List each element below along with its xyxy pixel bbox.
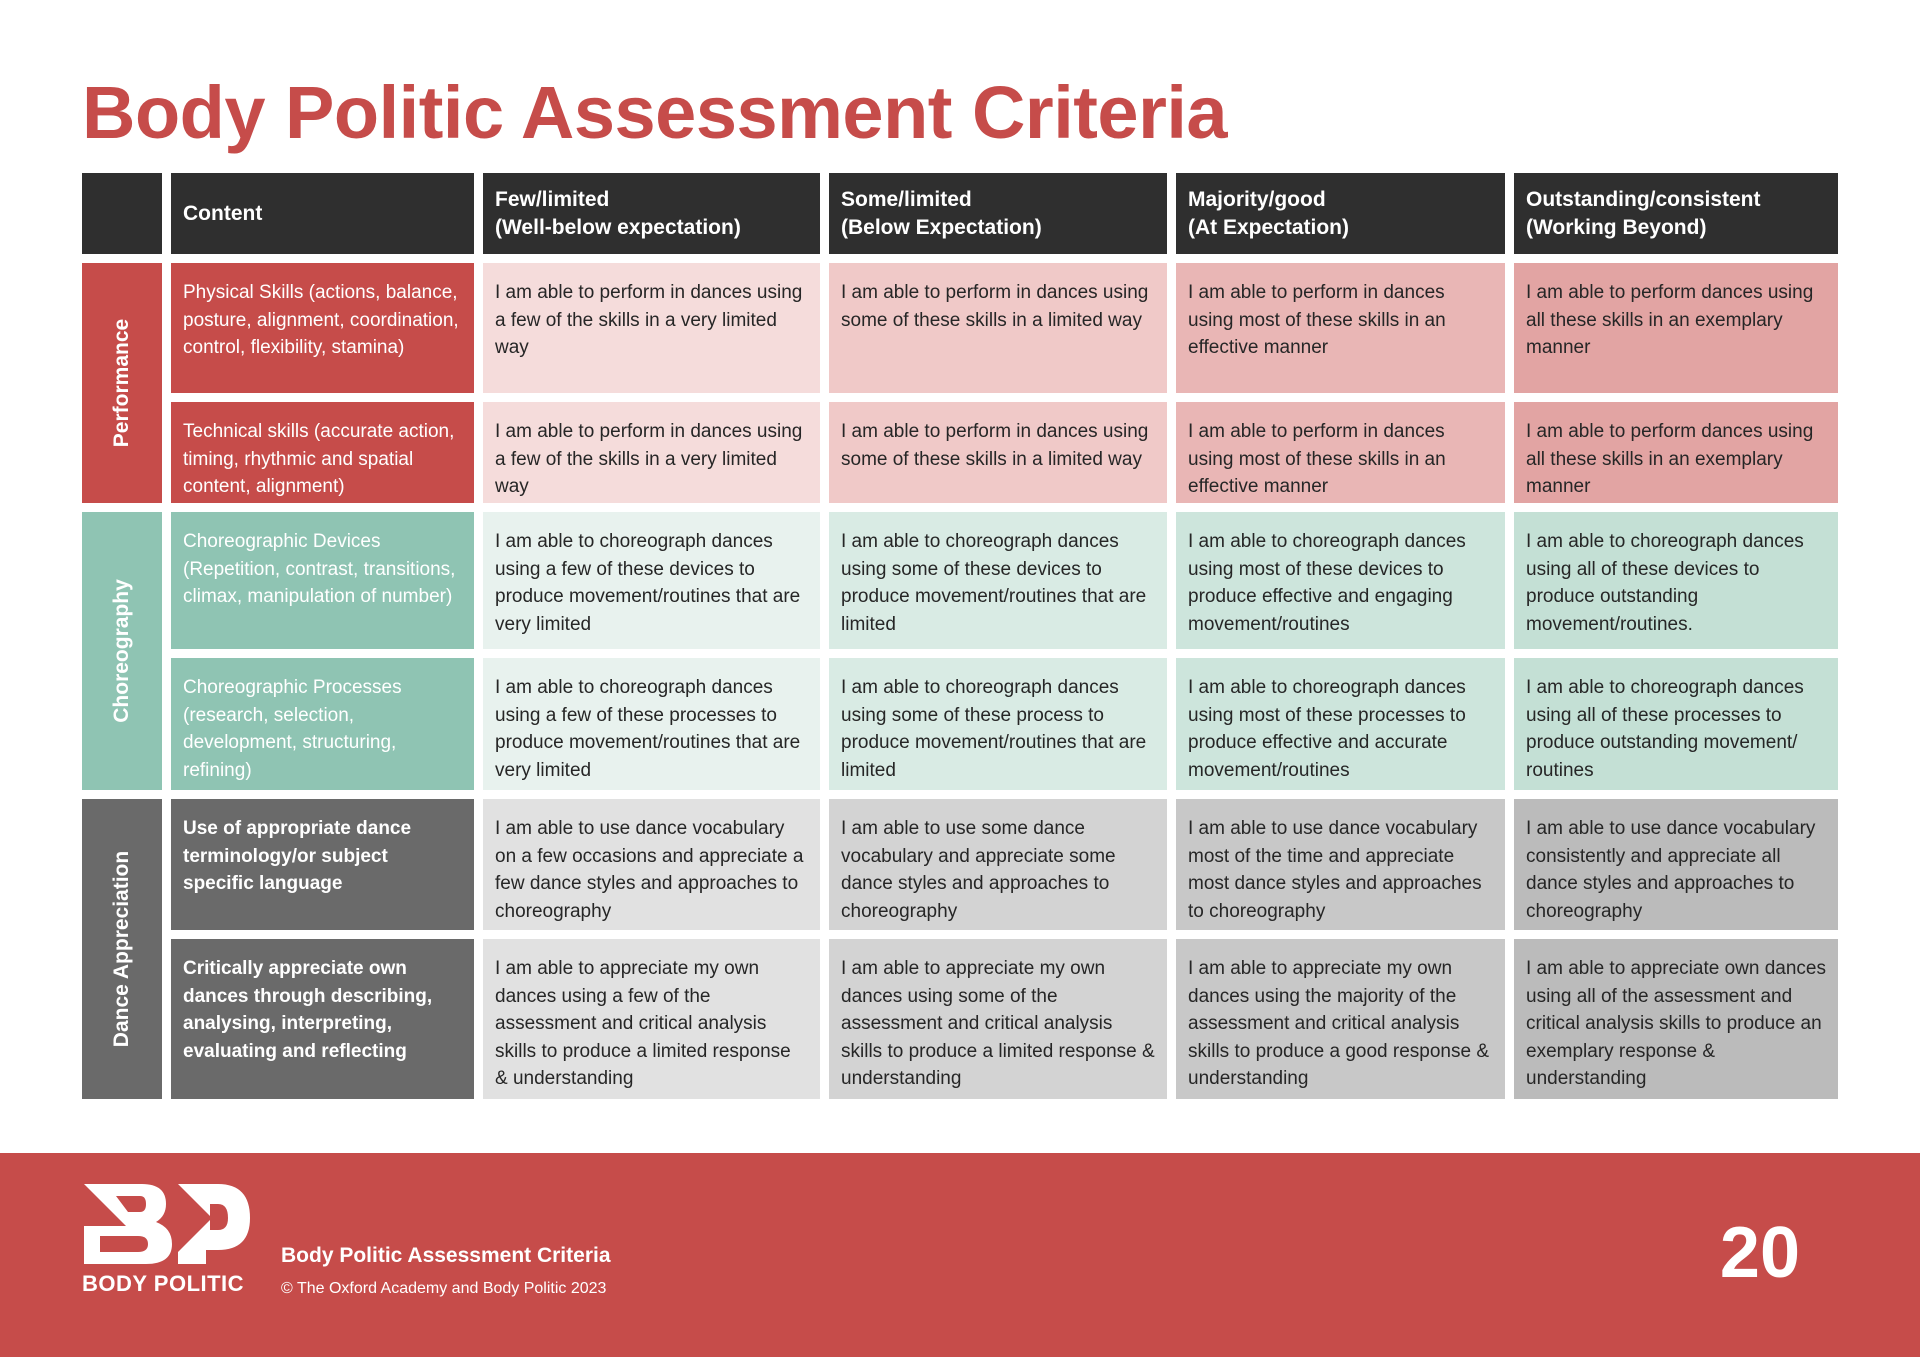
criteria-cell: I am able to appreciate my own dances using the majority of the assessment and critical analysis skills to produce a good response & understanding xyxy=(1176,939,1505,1099)
criteria-cell: I am able to perform in dances using some of these skills in a limited way xyxy=(829,402,1167,503)
criteria-cell: I am able to use dance vocabulary consistently and appreciate all dance styles and approaches to choreography xyxy=(1514,799,1838,930)
criteria-cell: I am able to appreciate my own dances using a few of the assessment and critical analysis skills to produce a limited response & understanding xyxy=(483,939,820,1099)
header-corner xyxy=(82,173,162,254)
criteria-cell: I am able to choreograph dances using all of these devices to produce outstanding movement/routines. xyxy=(1514,512,1838,649)
section-choreography: Choreography xyxy=(82,512,162,790)
content-choreographic-processes: Choreographic Processes (research, selection, development, structuring, refining) xyxy=(171,658,474,790)
criteria-cell: I am able to perform dances using all these skills in an exemplary manner xyxy=(1514,402,1838,503)
content-physical-skills: Physical Skills (actions, balance, posture, alignment, coordination, control, flexibility, stamina) xyxy=(171,263,474,393)
header-some-limited: Some/limited (Below Expectation) xyxy=(829,173,1167,254)
criteria-cell: I am able to use dance vocabulary most of the time and appreciate most dance styles and approaches to choreography xyxy=(1176,799,1505,930)
footer-title: Body Politic Assessment Criteria xyxy=(281,1244,611,1267)
criteria-cell: I am able to choreograph dances using a few of these devices to produce movement/routines that are very limited xyxy=(483,512,820,649)
criteria-cell: I am able to perform in dances using most of these skills in an effective manner xyxy=(1176,263,1505,393)
criteria-cell: I am able to choreograph dances using most of these processes to produce effective and accurate movement/routines xyxy=(1176,658,1505,790)
criteria-cell: I am able to choreograph dances using all of these processes to produce outstanding movement/ routines xyxy=(1514,658,1838,790)
page-number: 20 xyxy=(1719,1213,1800,1293)
criteria-cell: I am able to choreograph dances using most of these devices to produce effective and engaging movement/routines xyxy=(1176,512,1505,649)
criteria-cell: I am able to perform in dances using a few of the skills in a very limited way xyxy=(483,263,820,393)
assessment-table xyxy=(82,173,1831,1097)
page-title: Body Politic Assessment Criteria xyxy=(82,71,1228,154)
header-majority-good: Majority/good (At Expectation) xyxy=(1176,173,1505,254)
body-politic-logo-icon xyxy=(82,1178,252,1268)
header-few-limited: Few/limited (Well-below expectation) xyxy=(483,173,820,254)
footer-copyright: © The Oxford Academy and Body Politic 2023 xyxy=(281,1280,607,1297)
section-dance-appreciation: Dance Appreciation xyxy=(82,799,162,1099)
criteria-cell: I am able to choreograph dances using a few of these processes to produce movement/routines that are very limited xyxy=(483,658,820,790)
criteria-cell: I am able to appreciate my own dances using some of the assessment and critical analysis skills to produce a limited response & understanding xyxy=(829,939,1167,1099)
logo-text: BODY POLITIC xyxy=(82,1271,245,1296)
criteria-cell: I am able to use some dance vocabulary and appreciate some dance styles and approaches to choreography xyxy=(829,799,1167,930)
criteria-cell: I am able to perform in dances using most of these skills in an effective manner xyxy=(1176,402,1505,503)
content-dance-terminology: Use of appropriate dance terminology/or subject specific language xyxy=(171,799,474,930)
section-performance: Performance xyxy=(82,263,162,503)
criteria-cell: I am able to appreciate own dances using all of the assessment and critical analysis skills to produce an exemplary response & understanding xyxy=(1514,939,1838,1099)
content-choreographic-devices: Choreographic Devices (Repetition, contrast, transitions, climax, manipulation of number) xyxy=(171,512,474,649)
criteria-cell: I am able to use dance vocabulary on a few occasions and appreciate a few dance styles and approaches to choreography xyxy=(483,799,820,930)
footer xyxy=(0,1153,1920,1357)
header-outstanding-consistent: Outstanding/consistent (Working Beyond) xyxy=(1514,173,1838,254)
criteria-cell: I am able to choreograph dances using some of these devices to produce movement/routines that are limited xyxy=(829,512,1167,649)
criteria-cell: I am able to perform dances using all these skills in an exemplary manner xyxy=(1514,263,1838,393)
header-content: Content xyxy=(171,173,474,254)
criteria-cell: I am able to perform in dances using some of these skills in a limited way xyxy=(829,263,1167,393)
criteria-cell: I am able to perform in dances using a few of the skills in a very limited way xyxy=(483,402,820,503)
criteria-cell: I am able to choreograph dances using some of these process to produce movement/routines that are limited xyxy=(829,658,1167,790)
content-technical-skills: Technical skills (accurate action, timing, rhythmic and spatial content, alignment) xyxy=(171,402,474,503)
content-critical-appreciation: Critically appreciate own dances through describing, analysing, interpreting, evaluating and reflecting xyxy=(171,939,474,1099)
